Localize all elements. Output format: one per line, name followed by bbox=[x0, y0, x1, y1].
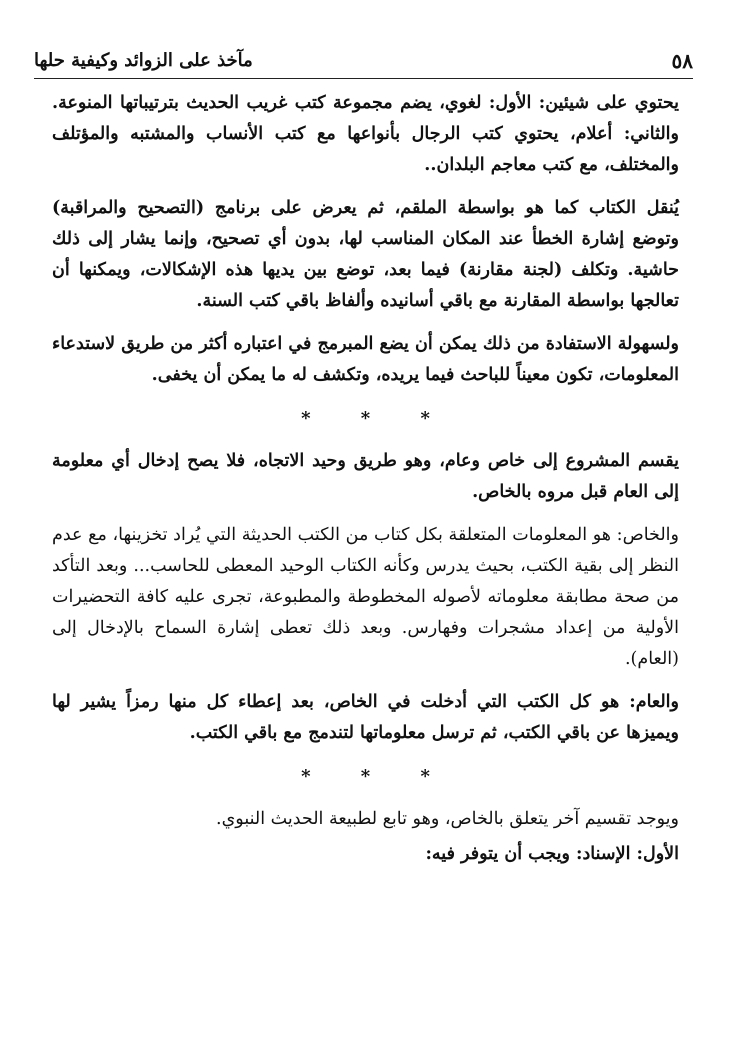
section-separator: * * * bbox=[301, 766, 452, 787]
closing-line: ويوجد تقسيم آخر يتعلق بالخاص، وهو تابع لطبيعة الحديث النبوي. bbox=[216, 809, 679, 829]
page-number: ٥٨ bbox=[671, 49, 693, 73]
paragraph: يُنقل الكتاب كما هو بواسطة الملقم، ثم يعرض على برنامج (التصحيح والمراقبة) وتوضع إشارة الخطأ عند المكان المناسب لها، بدون أي تصحيح، وإنما يشار إلى ذلك حاشية. وتكلف (لجنة مقارنة) فيما بعد، توضع بين يديها هذه الإشكالات، ويمكنها أن تعالجها بواسطة المقارنة مع باقي أسانيده وألفاظ باقي كتب السنة. bbox=[52, 198, 679, 311]
running-title: مآخذ على الزوائد وكيفية حلها bbox=[34, 50, 253, 71]
paragraph: يحتوي على شيئين: الأول: لغوي، يضم مجموعة كتب غريب الحديث بترتيباتها المنوعة. والثاني: أعلام، يحتوي كتب الرجال بأنواعها مع كتب الأنساب والمشتبه والمؤتلف والمختلف، مع كتب معاجم البلدان.. bbox=[52, 93, 679, 175]
section-separator: * * * bbox=[301, 408, 452, 429]
page-header bbox=[34, 44, 693, 79]
paragraph: والعام: هو كل الكتب التي أدخلت في الخاص، بعد إعطاء كل منها رمزاً يشير لها ويميزها عن باقي الكتب، ثم ترسل معلوماتها لتندمج مع باقي الكتب. bbox=[52, 692, 679, 743]
closing-line: الأول: الإسناد: ويجب أن يتوفر فيه: bbox=[425, 844, 679, 864]
paragraph: يقسم المشروع إلى خاص وعام، وهو طريق وحيد الاتجاه، فلا يصح إدخال أي معلومة إلى العام قبل مروه بالخاص. bbox=[52, 451, 679, 502]
paragraph: ولسهولة الاستفادة من ذلك يمكن أن يضع المبرمج في اعتباره أكثر من طريق لاستدعاء المعلومات، تكون معيناً للباحث فيما يريده، وتكشف له ما يمكن أن يخفى. bbox=[52, 334, 679, 385]
paragraph: والخاص: هو المعلومات المتعلقة بكل كتاب من الكتب الحديثة التي يُراد تخزينها، مع عدم النظر إلى بقية الكتب، بحيث يدرس وكأنه الكتاب الوحيد المعطى للحاسب... وبعد التأكد من صحة مطابقة معلوماته لأصوله المخطوطة والمطبوعة، تجرى عليه كافة التحضيرات الأولية من إعداد مشجرات وفهارس. وبعد ذلك تعطى إشارة السماح بالإدخال إلى (العام). bbox=[52, 525, 679, 669]
page-body bbox=[52, 88, 679, 882]
